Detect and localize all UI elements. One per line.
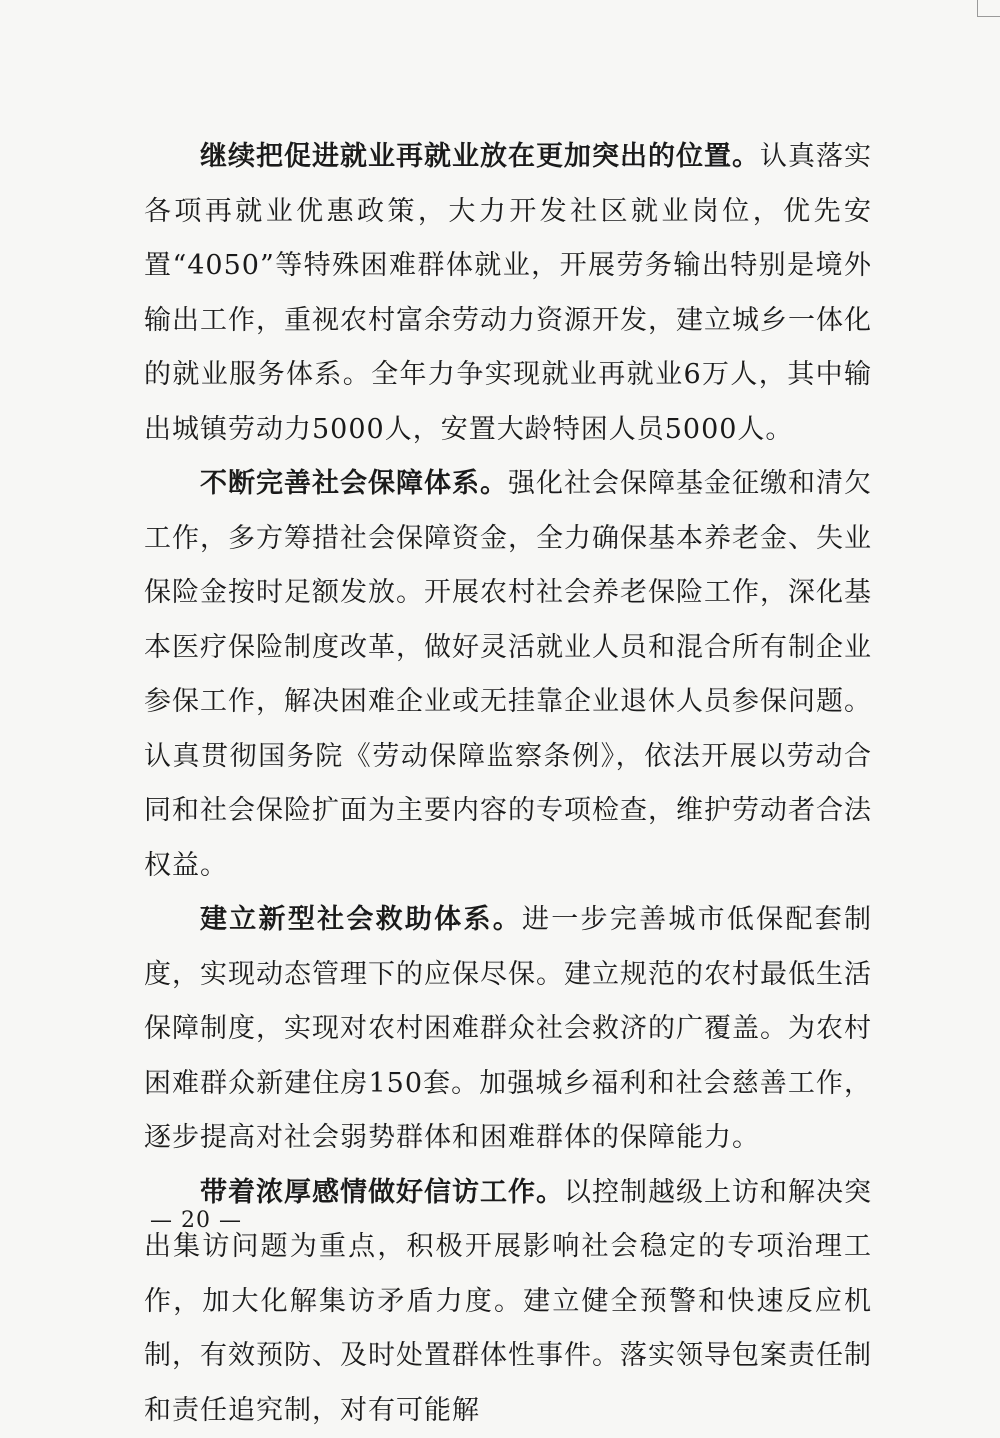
paragraph-body: 以控制越级上访和解决突出集访问题为重点，积极开展影响社会稳定的专项治理工作，加大化解集访矛盾力度。建立健全预警和快速反应机制，有效预防、及时处置群体性事件。落实领导包案责任制和责任追究制，对有可能解	[144, 1177, 872, 1426]
paragraph-heading: 继续把促进就业再就业放在更加突出的位置。	[200, 141, 760, 172]
paragraph-heading: 带着浓厚感情做好信访工作。	[200, 1177, 564, 1208]
paragraph-social-assistance	[144, 893, 872, 1166]
page-number: — 20 —	[150, 1208, 242, 1233]
paragraph-body: 认真落实各项再就业优惠政策，大力开发社区就业岗位，优先安置“4050”等特殊困难群体就业，开展劳务输出特别是境外输出工作，重视农村富余劳动力资源开发，建立城乡一体化的就业服务体系。全年力争实现就业再就业6万人，其中输出城镇劳动力5000人，安置大龄特困人员5000人。	[144, 141, 872, 445]
paragraph-body: 强化社会保障基金征缴和清欠工作，多方筹措社会保障资金，全力确保基本养老金、失业保险金按时足额发放。开展农村社会养老保险工作，深化基本医疗保险制度改革，做好灵活就业人员和混合所有制企业参保工作，解决困难企业或无挂靠企业退休人员参保问题。认真贯彻国务院《劳动保障监察条例》，依法开展以劳动合同和社会保险扩面为主要内容的专项检查，维护劳动者合法权益。	[144, 468, 872, 881]
paragraph-social-security	[144, 457, 872, 893]
paragraph-petitions	[144, 1166, 872, 1438]
paragraph-body: 进一步完善城市低保配套制度，实现动态管理下的应保尽保。建立规范的农村最低生活保障制度，实现对农村困难群众社会救济的广覆盖。为农村困难群众新建住房150套。加强城乡福利和社会慈善工作，逐步提高对社会弱势群体和困难群体的保障能力。	[144, 904, 872, 1153]
paragraph-heading: 建立新型社会救助体系。	[200, 904, 522, 935]
paragraph-employment	[144, 130, 872, 457]
paragraph-heading: 不断完善社会保障体系。	[200, 468, 508, 499]
body-text	[144, 130, 872, 1438]
corner-mark	[977, 0, 1000, 17]
